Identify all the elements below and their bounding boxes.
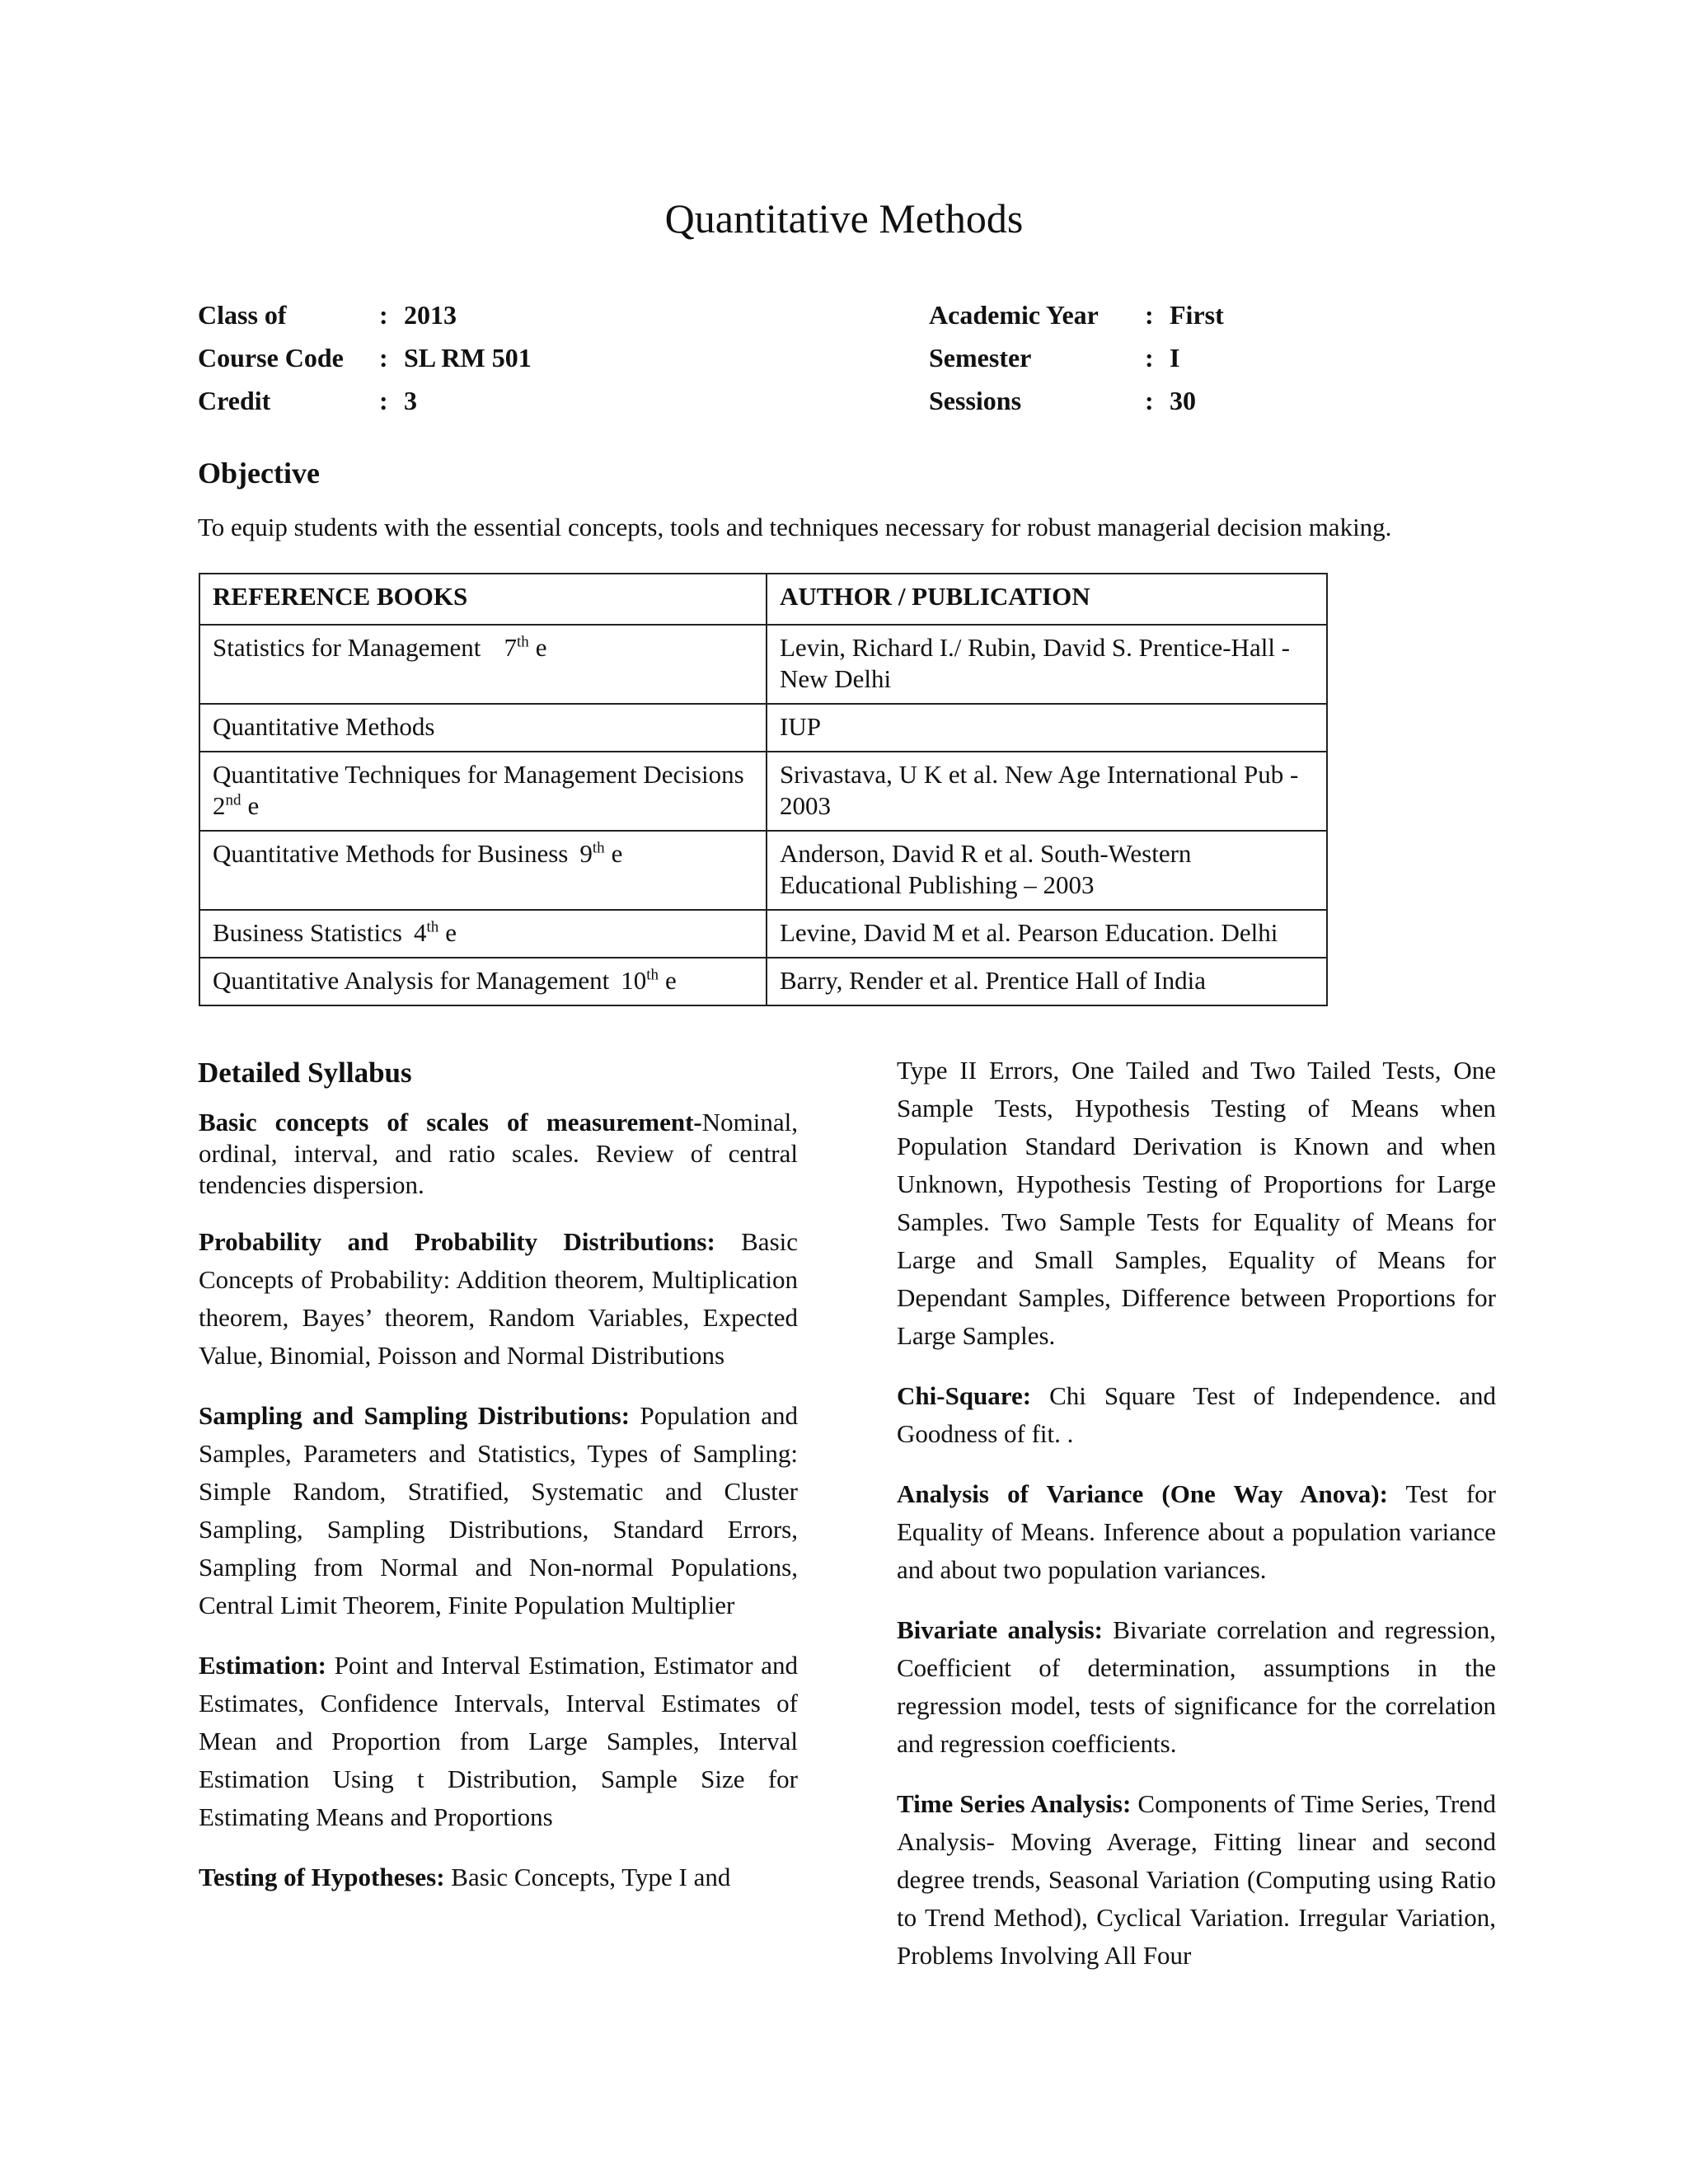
colon: : [1145, 300, 1154, 330]
edition-suffix: e [611, 839, 623, 868]
edition-superscript: th [516, 633, 529, 651]
edition-superscript: th [646, 966, 659, 984]
colon: : [1145, 343, 1154, 373]
topic-description: Basic Concepts, Type I and [444, 1863, 731, 1891]
syllabus-topic [199, 1647, 798, 1836]
table-row [199, 704, 1327, 752]
edition-number: 7 [504, 633, 517, 662]
book-title: Quantitative Techniques for Management Decisions [213, 760, 744, 789]
author-publication-cell: Anderson, David R et al. South-Western Educational Publishing – 2003 [767, 831, 1327, 910]
credit-label: Credit [198, 386, 271, 415]
book-title-cell [199, 625, 767, 704]
topic-description: Test for Equality of Means. Inference about a population variance and about two population variances. [897, 1479, 1496, 1584]
colon: : [1145, 386, 1154, 415]
credit-row [198, 379, 532, 422]
author-publication-cell: Srivastava, U K et al. New Age International Pub - 2003 [767, 752, 1327, 831]
edition-number: 9 [579, 839, 593, 868]
book-title: Business Statistics [213, 918, 402, 947]
edition-suffix: e [665, 966, 677, 995]
colon: : [379, 343, 388, 373]
book-title: Quantitative Analysis for Management [213, 966, 610, 995]
page-title: Quantitative Methods [664, 195, 1024, 241]
topic-heading: Time Series Analysis: [897, 1789, 1132, 1818]
syllabus-topic [897, 1475, 1496, 1589]
book-title-cell [199, 910, 767, 958]
book-title-cell [199, 704, 767, 752]
syllabus-topic [897, 1377, 1496, 1453]
academic-year-label: Academic Year [929, 300, 1099, 330]
book-title-cell [199, 752, 767, 831]
book-title: Quantitative Methods [213, 712, 435, 741]
academic-year-row [929, 293, 1224, 336]
course-info-left [198, 293, 532, 422]
book-title: Statistics for Management [213, 633, 481, 662]
colon: : [379, 300, 388, 330]
topic-heading: Probability and Probability Distributions: [199, 1227, 715, 1256]
course-code-label: Course Code [198, 343, 344, 373]
topic-heading: Estimation: [199, 1651, 326, 1680]
edition-suffix: e [535, 633, 547, 662]
sessions-row [929, 379, 1224, 422]
book-title: Quantitative Methods for Business [213, 839, 569, 868]
course-info-right [929, 293, 1224, 422]
table-row [199, 910, 1327, 958]
table-header-row [199, 574, 1327, 625]
syllabus-right-column [897, 1052, 1496, 1997]
edition-superscript: th [426, 918, 439, 936]
column-header-author: AUTHOR / PUBLICATION [767, 574, 1327, 625]
topic-heading: Chi-Square: [897, 1381, 1032, 1410]
semester-label: Semester [929, 343, 1032, 373]
edition-suffix: e [247, 791, 260, 820]
author-publication-cell: Levin, Richard I./ Rubin, David S. Prentice-Hall - New Delhi [767, 625, 1327, 704]
credit-value: 3 [404, 386, 417, 415]
class-of-label: Class of [198, 300, 287, 330]
colon: : [379, 386, 388, 415]
syllabus-topic [897, 1785, 1496, 1975]
author-publication-cell: Levine, David M et al. Pearson Education. Delhi [767, 910, 1327, 958]
topic-description: Bivariate correlation and regression, Coefficient of determination, assumptions in the regression model, tests of significance for the correlation and regression coefficients. [897, 1615, 1496, 1758]
topic-heading: Sampling and Sampling Distributions: [199, 1401, 631, 1430]
class-of-value: 2013 [404, 300, 457, 330]
edition-number: 2 [213, 791, 226, 820]
syllabus-topic [199, 1397, 798, 1624]
table-row [199, 831, 1327, 910]
course-code-value: SL RM 501 [404, 343, 532, 373]
topic-heading: Analysis of Variance (One Way Anova): [897, 1479, 1388, 1508]
topic-description: Chi Square Test of Independence. and Goodness of fit. . [897, 1381, 1496, 1448]
topic-heading: Bivariate analysis: [897, 1615, 1103, 1644]
topic-description: Components of Time Series, Trend Analysis- Moving Average, Fitting linear and second degree trends, Seasonal Variation (Computing using Ratio to Trend Method), Cyclical Variation. Irregular Variation, Problems Involving All Four [897, 1789, 1497, 1970]
table-row [199, 625, 1327, 704]
topic-heading: Basic concepts of scales of measurement- [199, 1108, 702, 1137]
objective-heading: Objective [198, 457, 320, 490]
topic-description: Point and Interval Estimation, Estimator and Estimates, Confidence Intervals, Interval Estimates of Mean and Proportion from Large Samples, Interval Estimation Using t Distribution, Sample Size for Estimating Means and Proportions [199, 1651, 798, 1831]
academic-year-value: First [1170, 300, 1224, 330]
author-publication-cell: Barry, Render et al. Prentice Hall of India [767, 958, 1327, 1005]
column-header-books: REFERENCE BOOKS [199, 574, 767, 625]
syllabus-heading: Detailed Syllabus [198, 1057, 412, 1089]
course-code-row [198, 336, 532, 379]
syllabus-topic [199, 1858, 798, 1896]
edition-superscript: nd [225, 791, 241, 809]
edition-suffix: e [445, 918, 457, 947]
semester-value: I [1170, 343, 1180, 373]
semester-row [929, 336, 1224, 379]
topic-description: Type II Errors, One Tailed and Two Tailed Tests, One Sample Tests, Hypothesis Testing of Means when Population Standard Derivation is Known and when Unknown, Hypothesis Testing of Proportions for Large Samples. Two Sample Tests for Equality of Means for Large and Small Samples, Equality of Means for Dependant Samples, Difference between Proportions for Large Samples. [897, 1056, 1496, 1350]
objective-text: To equip students with the essential concepts, tools and techniques necessary for robust managerial decision making. [198, 513, 1392, 541]
edition-number: 4 [413, 918, 427, 947]
syllabus-topic [199, 1223, 798, 1375]
syllabus-topic [897, 1611, 1496, 1763]
table-row [199, 958, 1327, 1005]
author-publication-cell: IUP [767, 704, 1327, 752]
book-title-cell [199, 958, 767, 1005]
topic-description: Basic Concepts of Probability: Addition theorem, Multiplication theorem, Bayes’ theorem, Random Variables, Expected Value, Binomial, Poisson and Normal Distributions [199, 1227, 799, 1370]
syllabus-topic [199, 1107, 798, 1201]
syllabus-topic [897, 1052, 1496, 1355]
sessions-label: Sessions [929, 386, 1022, 415]
topic-heading: Testing of Hypotheses: [199, 1863, 445, 1891]
sessions-value: 30 [1170, 386, 1196, 415]
table-row [199, 752, 1327, 831]
edition-number: 10 [621, 966, 647, 995]
edition-superscript: th [592, 839, 605, 857]
syllabus-left-column [199, 1107, 798, 1919]
topic-description: Population and Samples, Parameters and Statistics, Types of Sampling: Simple Random, Stratified, Systematic and Cluster Sampling, Sampling Distributions, Standard Errors, Sampling from Normal and Non-normal Populations, Central Limit Theorem, Finite Population Multiplier [199, 1401, 799, 1619]
class-of-row [198, 293, 532, 336]
book-title-cell [199, 831, 767, 910]
reference-rows [199, 625, 1327, 1005]
reference-books-table [199, 573, 1328, 1006]
topic-description: Nominal, ordinal, interval, and ratio scales. Review of central tendencies dispersion. [199, 1108, 798, 1199]
